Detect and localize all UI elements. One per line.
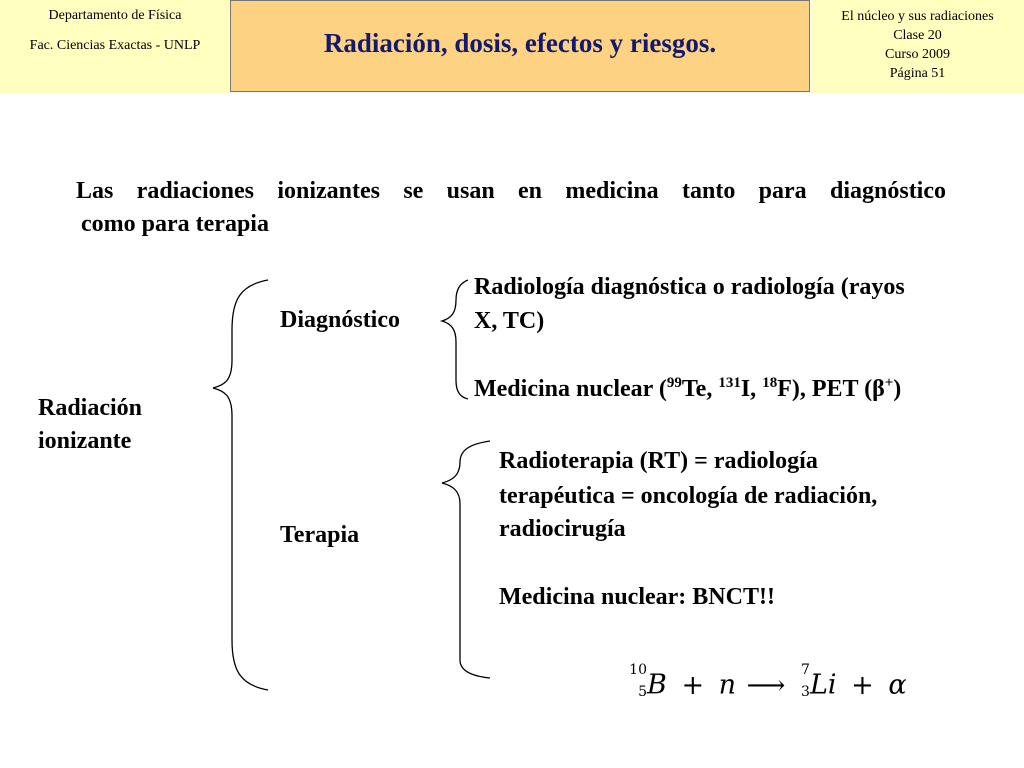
diagnostico-item-1-line-2: X, TC) bbox=[474, 308, 545, 334]
lithium-symbol: Li bbox=[809, 669, 837, 701]
intro-line-2: como para terapia bbox=[81, 211, 269, 237]
terapia-label: Terapia bbox=[280, 522, 360, 548]
plus-sign-2: + bbox=[851, 669, 874, 701]
diagnostico-label: Diagnóstico bbox=[280, 307, 400, 333]
course-topic-label: El núcleo y sus radiaciones bbox=[841, 9, 994, 24]
reaction-arrow: ⟶ bbox=[746, 669, 786, 701]
beta-charge: + bbox=[884, 375, 894, 391]
lithium-nuclide-numbers bbox=[794, 662, 810, 702]
boron-mass-number: 10 bbox=[629, 662, 647, 678]
terapia-brace bbox=[442, 441, 490, 678]
iso2-mass: 131 bbox=[718, 375, 741, 391]
faculty-label: Fac. Ciencias Exactas - UNLP bbox=[29, 38, 201, 53]
boron-atomic-number: 5 bbox=[638, 684, 647, 700]
bnct-reaction-equation bbox=[625, 662, 907, 702]
diagnostico-item-2: Medicina nuclear ($^{99}$Te, $^{131}$I, $^{18}$F), PET (β+) bbox=[474, 375, 902, 402]
intro-line-1: Las radiaciones ionizantes se usan en medicina tanto para diagnóstico bbox=[76, 178, 946, 204]
lithium-atomic-number: 3 bbox=[801, 684, 810, 700]
main-brace bbox=[213, 280, 268, 690]
beta-symbol: β bbox=[872, 376, 885, 402]
plus-sign-1: + bbox=[681, 669, 705, 701]
boron-nuclide-numbers bbox=[625, 662, 647, 702]
iso3-mass: 18 bbox=[762, 375, 778, 391]
diagnostico-brace bbox=[442, 280, 468, 399]
terapia-item-2: Medicina nuclear: BNCT!! bbox=[499, 584, 775, 610]
class-number-label: Clase 20 bbox=[893, 28, 942, 43]
terapia-item-1-line-2: terapéutica = oncología de radiación, bbox=[499, 483, 878, 509]
boron-symbol: B bbox=[647, 669, 667, 701]
iso1-mass: 99 bbox=[666, 375, 682, 391]
course-year-label: Curso 2009 bbox=[885, 47, 950, 62]
terapia-item-1-line-1: Radioterapia (RT) = radiología bbox=[499, 448, 818, 474]
department-label: Departamento de Física bbox=[48, 8, 182, 23]
page-number-label: Página 51 bbox=[889, 66, 946, 81]
alpha-symbol: α bbox=[888, 669, 907, 701]
page-title: Radiación, dosis, efectos y riesgos. bbox=[323, 27, 717, 58]
neutron-symbol: n bbox=[718, 669, 737, 701]
root-label-line-2: ionizante bbox=[38, 428, 132, 454]
root-label-line-1: Radiación bbox=[38, 395, 143, 421]
lithium-mass-number: 7 bbox=[801, 662, 810, 678]
diagnostico-item-1-line-1: Radiología diagnóstica o radiología (rayos bbox=[474, 274, 905, 300]
terapia-item-1-line-3: radiocirugía bbox=[499, 516, 626, 542]
